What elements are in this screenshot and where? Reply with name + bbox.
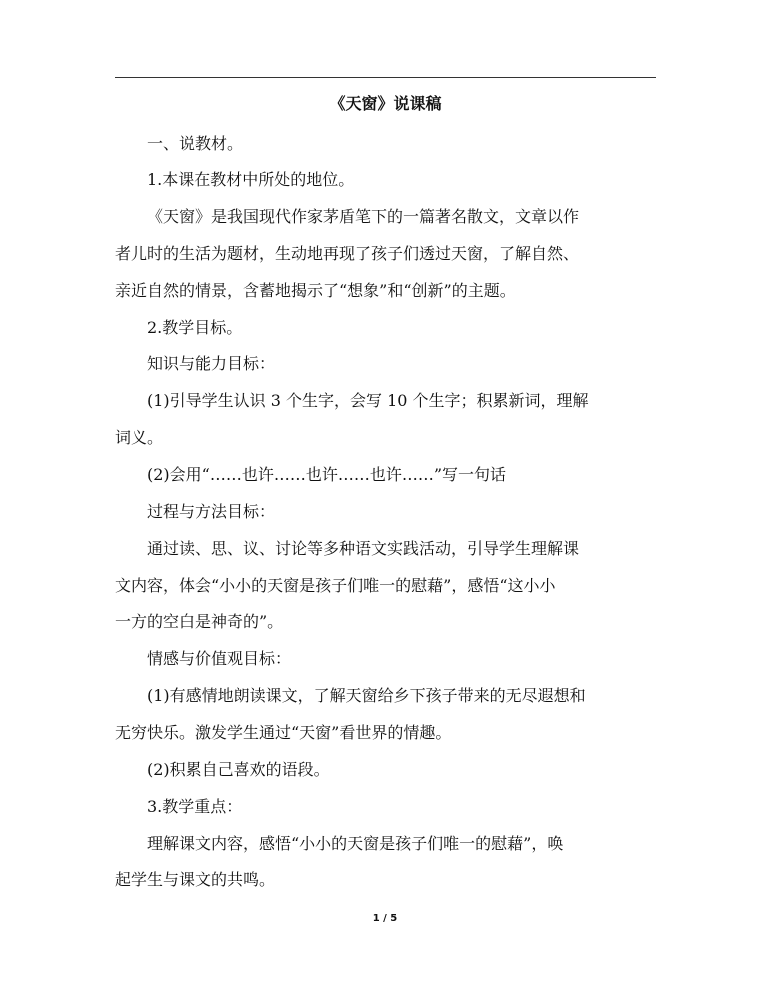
text-line: 《天窗》是我国现代作家茅盾笔下的一篇著名散文，文章以作 (147, 207, 580, 226)
text-line: 2.教学目标。 (147, 318, 243, 337)
text-line: (2)会用“……也许……也许……也许……”写一句话 (147, 465, 507, 484)
text-line: 词义。 (115, 428, 164, 447)
text-line: 1.本课在教材中所处的地位。 (147, 170, 355, 189)
text-line: 文内容，体会“小小的天窗是孩子们唯一的慰藉”，感悟“这小小 (115, 576, 556, 595)
text-line: 起学生与课文的共鸣。 (115, 870, 276, 889)
text-line: 情感与价值观目标： (147, 649, 292, 668)
text-line: 过程与方法目标： (147, 502, 276, 521)
document-title: 《天窗》说课稿 (329, 94, 442, 113)
text-line: (2)积累自己喜欢的语段。 (147, 760, 330, 779)
text-line: 无穷快乐。激发学生通过“天窗”看世界的情趣。 (115, 723, 452, 742)
text-line: (1)有感情地朗读课文，了解天窗给乡下孩子带来的无尽遐想和 (147, 686, 586, 705)
text-line: 一、说教材。 (147, 134, 244, 153)
text-line: 者儿时的生活为题材，生动地再现了孩子们透过天窗，了解自然、 (115, 244, 580, 263)
header-rule (115, 77, 656, 78)
page-number: 1 / 5 (372, 913, 398, 924)
text-line: 亲近自然的情景，含蓄地揭示了“想象”和“创新”的主题。 (115, 281, 516, 300)
text-line: 理解课文内容，感悟“小小的天窗是孩子们唯一的慰藉”，唤 (147, 834, 564, 853)
text-line: 一方的空白是神奇的”。 (115, 612, 284, 631)
text-line: (1)引导学生认识 3 个生字，会写 10 个生字；积累新词，理解 (147, 391, 589, 410)
text-line: 知识与能力目标： (147, 354, 276, 373)
text-line: 通过读、思、议、讨论等多种语文实践活动，引导学生理解课 (147, 539, 580, 558)
text-line: 3.教学重点： (147, 797, 243, 816)
